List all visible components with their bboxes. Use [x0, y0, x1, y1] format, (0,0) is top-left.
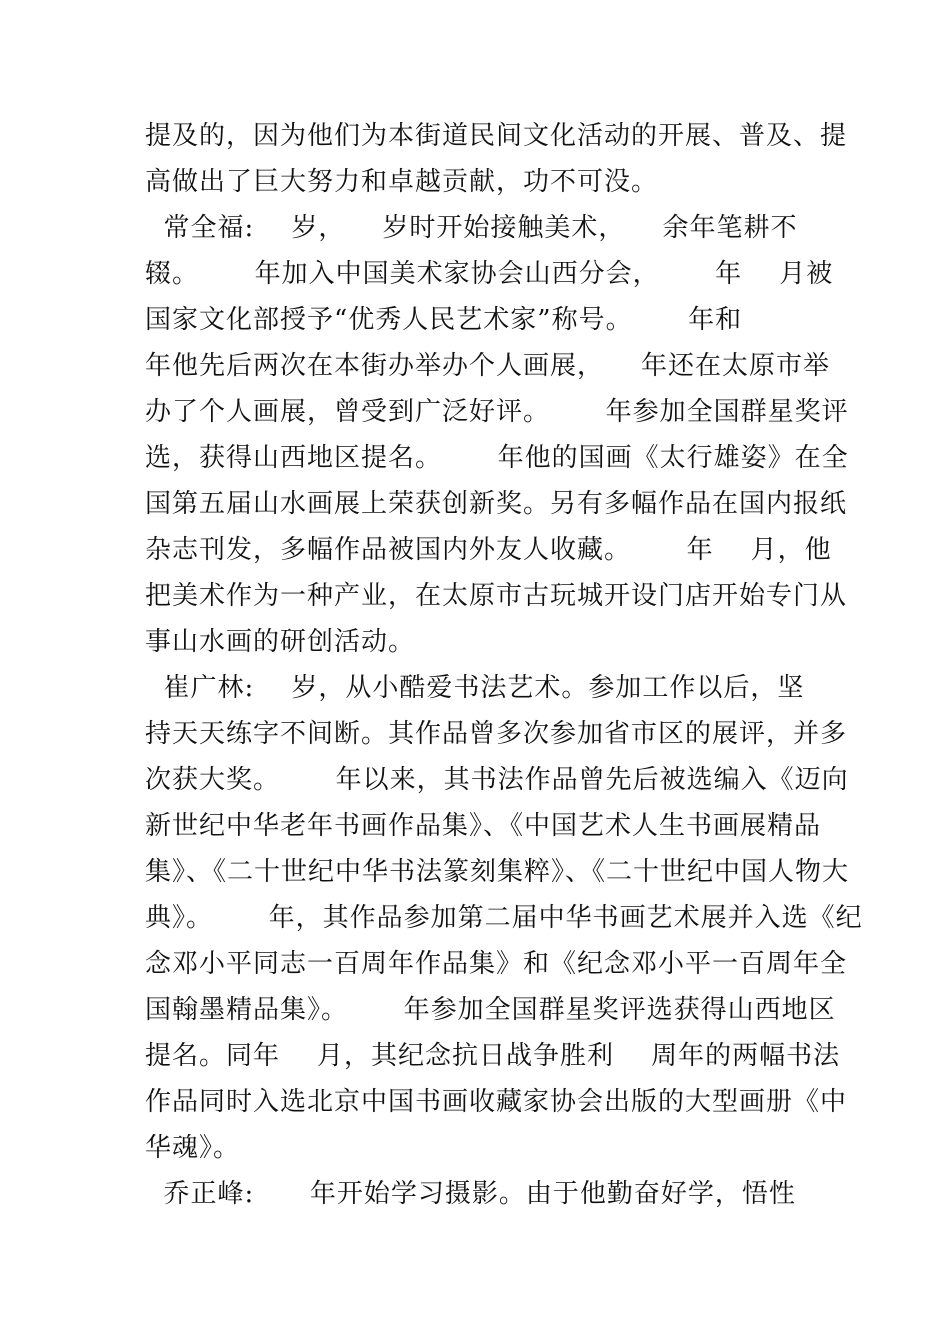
- text-line: 事山水画的研创活动。: [145, 627, 416, 657]
- text-line: 典》。 年，其作品参加第二届中华书画艺术展并入选《纪: [145, 903, 863, 933]
- text-line: 华魂》。: [145, 1133, 241, 1163]
- text-line: 崔广林: 岁，从小酷爱书法艺术。参加工作以后，坚: [145, 673, 805, 703]
- text-line: 高做出了巨大努力和卓越贡献，功不可没。: [145, 167, 659, 197]
- text-line: 提及的，因为他们为本街道民间文化活动的开展、普及、提: [145, 121, 848, 151]
- text-line: 年他先后两次在本街办举办个人画展， 年还在太原市举: [145, 351, 831, 381]
- text-line: 国家文化部授予“优秀人民艺术家”称号。 年和: [145, 305, 743, 335]
- text-line: 作品同时入选北京中国书画收藏家协会出版的大型画册《中: [145, 1087, 848, 1117]
- text-line: 乔正峰: 年开始学习摄影。由于他勤奋好学，悟性: [145, 1179, 796, 1209]
- text-line: 办了个人画展，曾受到广泛好评。 年参加全国群星奖评: [145, 397, 849, 427]
- text-line: 新世纪中华老年书画作品集》、《中国艺术人生书画展精品: [145, 811, 822, 841]
- text-line: 杂志刊发，多幅作品被国内外友人收藏。 年 月，他: [145, 535, 832, 565]
- text-line: 提名。同年 月，其纪念抗日战争胜利 周年的两幅书法: [145, 1041, 841, 1071]
- text-line: 集》、《二十世纪中华书法篆刻集粹》、《二十世纪中国人物大: [145, 857, 850, 887]
- text-line: 辍。 年加入中国美术家协会山西分会， 年 月被: [145, 259, 834, 289]
- text-line: 持天天练字不间断。其作品曾多次参加省市区的展评，并多: [145, 719, 848, 749]
- text-line: 把美术作为一种产业，在太原市古玩城开设门店开始专门从: [145, 581, 848, 611]
- text-line: 常全福: 岁， 岁时开始接触美术， 余年笔耕不: [145, 213, 798, 243]
- text-line: 念邓小平同志一百周年作品集》和《纪念邓小平一百周年全: [145, 949, 848, 979]
- text-line: 次获大奖。 年以来，其书法作品曾先后被选编入《迈向: [145, 765, 849, 795]
- text-line: 国翰墨精品集》。 年参加全国群星奖评选获得山西地区: [145, 995, 836, 1025]
- text-line: 选，获得山西地区提名。 年他的国画《太行雄姿》在全: [145, 443, 849, 473]
- text-line: 国第五届山水画展上荣获创新奖。另有多幅作品在国内报纸: [145, 489, 848, 519]
